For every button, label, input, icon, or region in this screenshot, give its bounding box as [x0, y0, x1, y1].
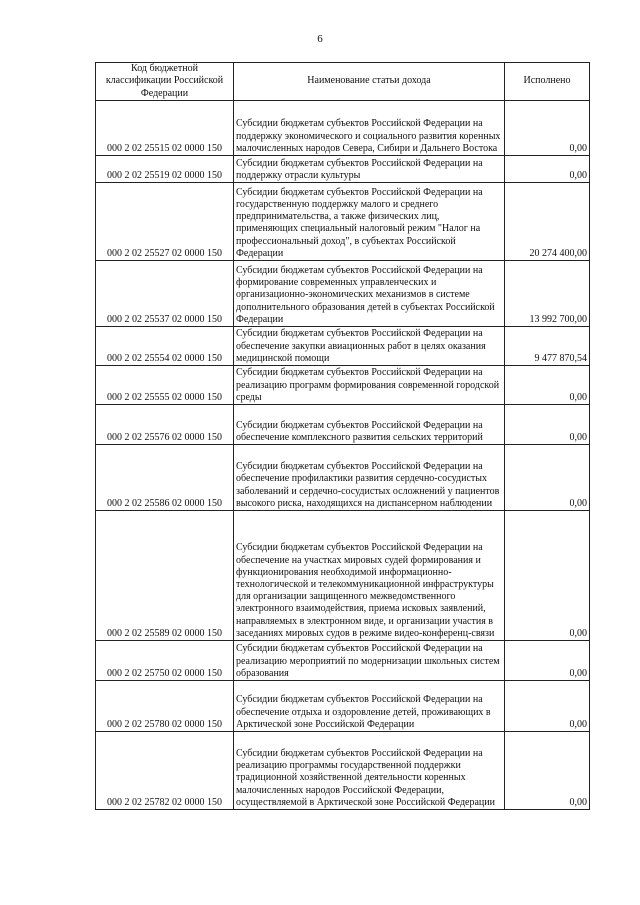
row-code: 000 2 02 25750 02 0000 150 [96, 641, 234, 681]
row-name: Субсидии бюджетам субъектов Российской Федерации на реализацию программы государственной поддержки традиционной хозяйственной деятельности коренных малочисленных народов Российской Федерации, осуществляемой в Арктической зоне Российской Федерации [234, 732, 505, 810]
row-code: 000 2 02 25780 02 0000 150 [96, 681, 234, 732]
row-name: Субсидии бюджетам субъектов Российской Федерации на поддержку экономического и социального развития коренных малочисленных народов Севера, Сибири и Дальнего Востока [234, 101, 505, 156]
table-row [96, 511, 590, 641]
table-row [96, 445, 590, 511]
row-amount: 9 477 870,54 [505, 327, 590, 366]
row-code: 000 2 02 25554 02 0000 150 [96, 327, 234, 366]
row-amount: 0,00 [505, 366, 590, 405]
row-name: Субсидии бюджетам субъектов Российской Федерации на обеспечение закупки авиационных работ в целях оказания медицинской помощи [234, 327, 505, 366]
table-row [96, 327, 590, 366]
row-amount: 0,00 [505, 101, 590, 156]
header-name: Наименование статьи дохода [234, 63, 505, 101]
row-name: Субсидии бюджетам субъектов Российской Федерации на обеспечение комплексного развития сельских территорий [234, 405, 505, 445]
row-name: Субсидии бюджетам субъектов Российской Федерации на реализацию программ формирования современной городской среды [234, 366, 505, 405]
table-row [96, 156, 590, 183]
row-amount: 0,00 [505, 511, 590, 641]
header-code: Код бюджетной классификации Российской Федерации [96, 63, 234, 101]
row-amount: 0,00 [505, 732, 590, 810]
table-header-row [96, 63, 590, 101]
row-name: Субсидии бюджетам субъектов Российской Федерации на формирование современных управленческих и организационно-экономических механизмов в системе дополнительного образования детей в субъектах Российской Федерации [234, 261, 505, 327]
row-code: 000 2 02 25519 02 0000 150 [96, 156, 234, 183]
table-row [96, 641, 590, 681]
row-amount: 0,00 [505, 641, 590, 681]
table-row [96, 183, 590, 261]
row-name: Субсидии бюджетам субъектов Российской Федерации на обеспечение на участках мировых судей формирования и функционирования необходимой информационно-технологической и телекоммуникационной инфраструктуры для организации защищенного межведомственного электронного взаимодействия, приема исковых заявлений, направляемых в электронном виде, и организации участия в заседаниях мировых судов в режиме видео-конференц-связи [234, 511, 505, 641]
row-name: Субсидии бюджетам субъектов Российской Федерации на поддержку отрасли культуры [234, 156, 505, 183]
row-amount: 0,00 [505, 405, 590, 445]
row-code: 000 2 02 25537 02 0000 150 [96, 261, 234, 327]
page-number: 6 [317, 33, 323, 45]
row-code: 000 2 02 25527 02 0000 150 [96, 183, 234, 261]
row-amount: 20 274 400,00 [505, 183, 590, 261]
budget-table [95, 62, 590, 810]
row-code: 000 2 02 25515 02 0000 150 [96, 101, 234, 156]
table-row [96, 681, 590, 732]
table-row [96, 101, 590, 156]
table-row [96, 366, 590, 405]
row-name: Субсидии бюджетам субъектов Российской Федерации на обеспечение профилактики развития сердечно-сосудистых заболеваний и сердечно-сосудистых осложнений у пациентов высокого риска, находящихся на диспансерном наблюдении [234, 445, 505, 511]
row-code: 000 2 02 25586 02 0000 150 [96, 445, 234, 511]
row-amount: 0,00 [505, 681, 590, 732]
row-code: 000 2 02 25589 02 0000 150 [96, 511, 234, 641]
row-name: Субсидии бюджетам субъектов Российской Федерации на реализацию мероприятий по модернизации школьных систем образования [234, 641, 505, 681]
table-row [96, 405, 590, 445]
row-amount: 0,00 [505, 445, 590, 511]
row-code: 000 2 02 25555 02 0000 150 [96, 366, 234, 405]
row-amount: 0,00 [505, 156, 590, 183]
row-amount: 13 992 700,00 [505, 261, 590, 327]
table-row [96, 732, 590, 810]
row-name: Субсидии бюджетам субъектов Российской Федерации на обеспечение отдыха и оздоровление детей, проживающих в Арктической зоне Российской Федерации [234, 681, 505, 732]
header-amount: Исполнено [505, 63, 590, 101]
table-row [96, 261, 590, 327]
row-code: 000 2 02 25782 02 0000 150 [96, 732, 234, 810]
row-name: Субсидии бюджетам субъектов Российской Федерации на государственную поддержку малого и среднего предпринимательства, а также физических лиц, применяющих специальный налоговый режим "Налог на профессиональный доход", в субъектах Российской Федерации [234, 183, 505, 261]
row-code: 000 2 02 25576 02 0000 150 [96, 405, 234, 445]
